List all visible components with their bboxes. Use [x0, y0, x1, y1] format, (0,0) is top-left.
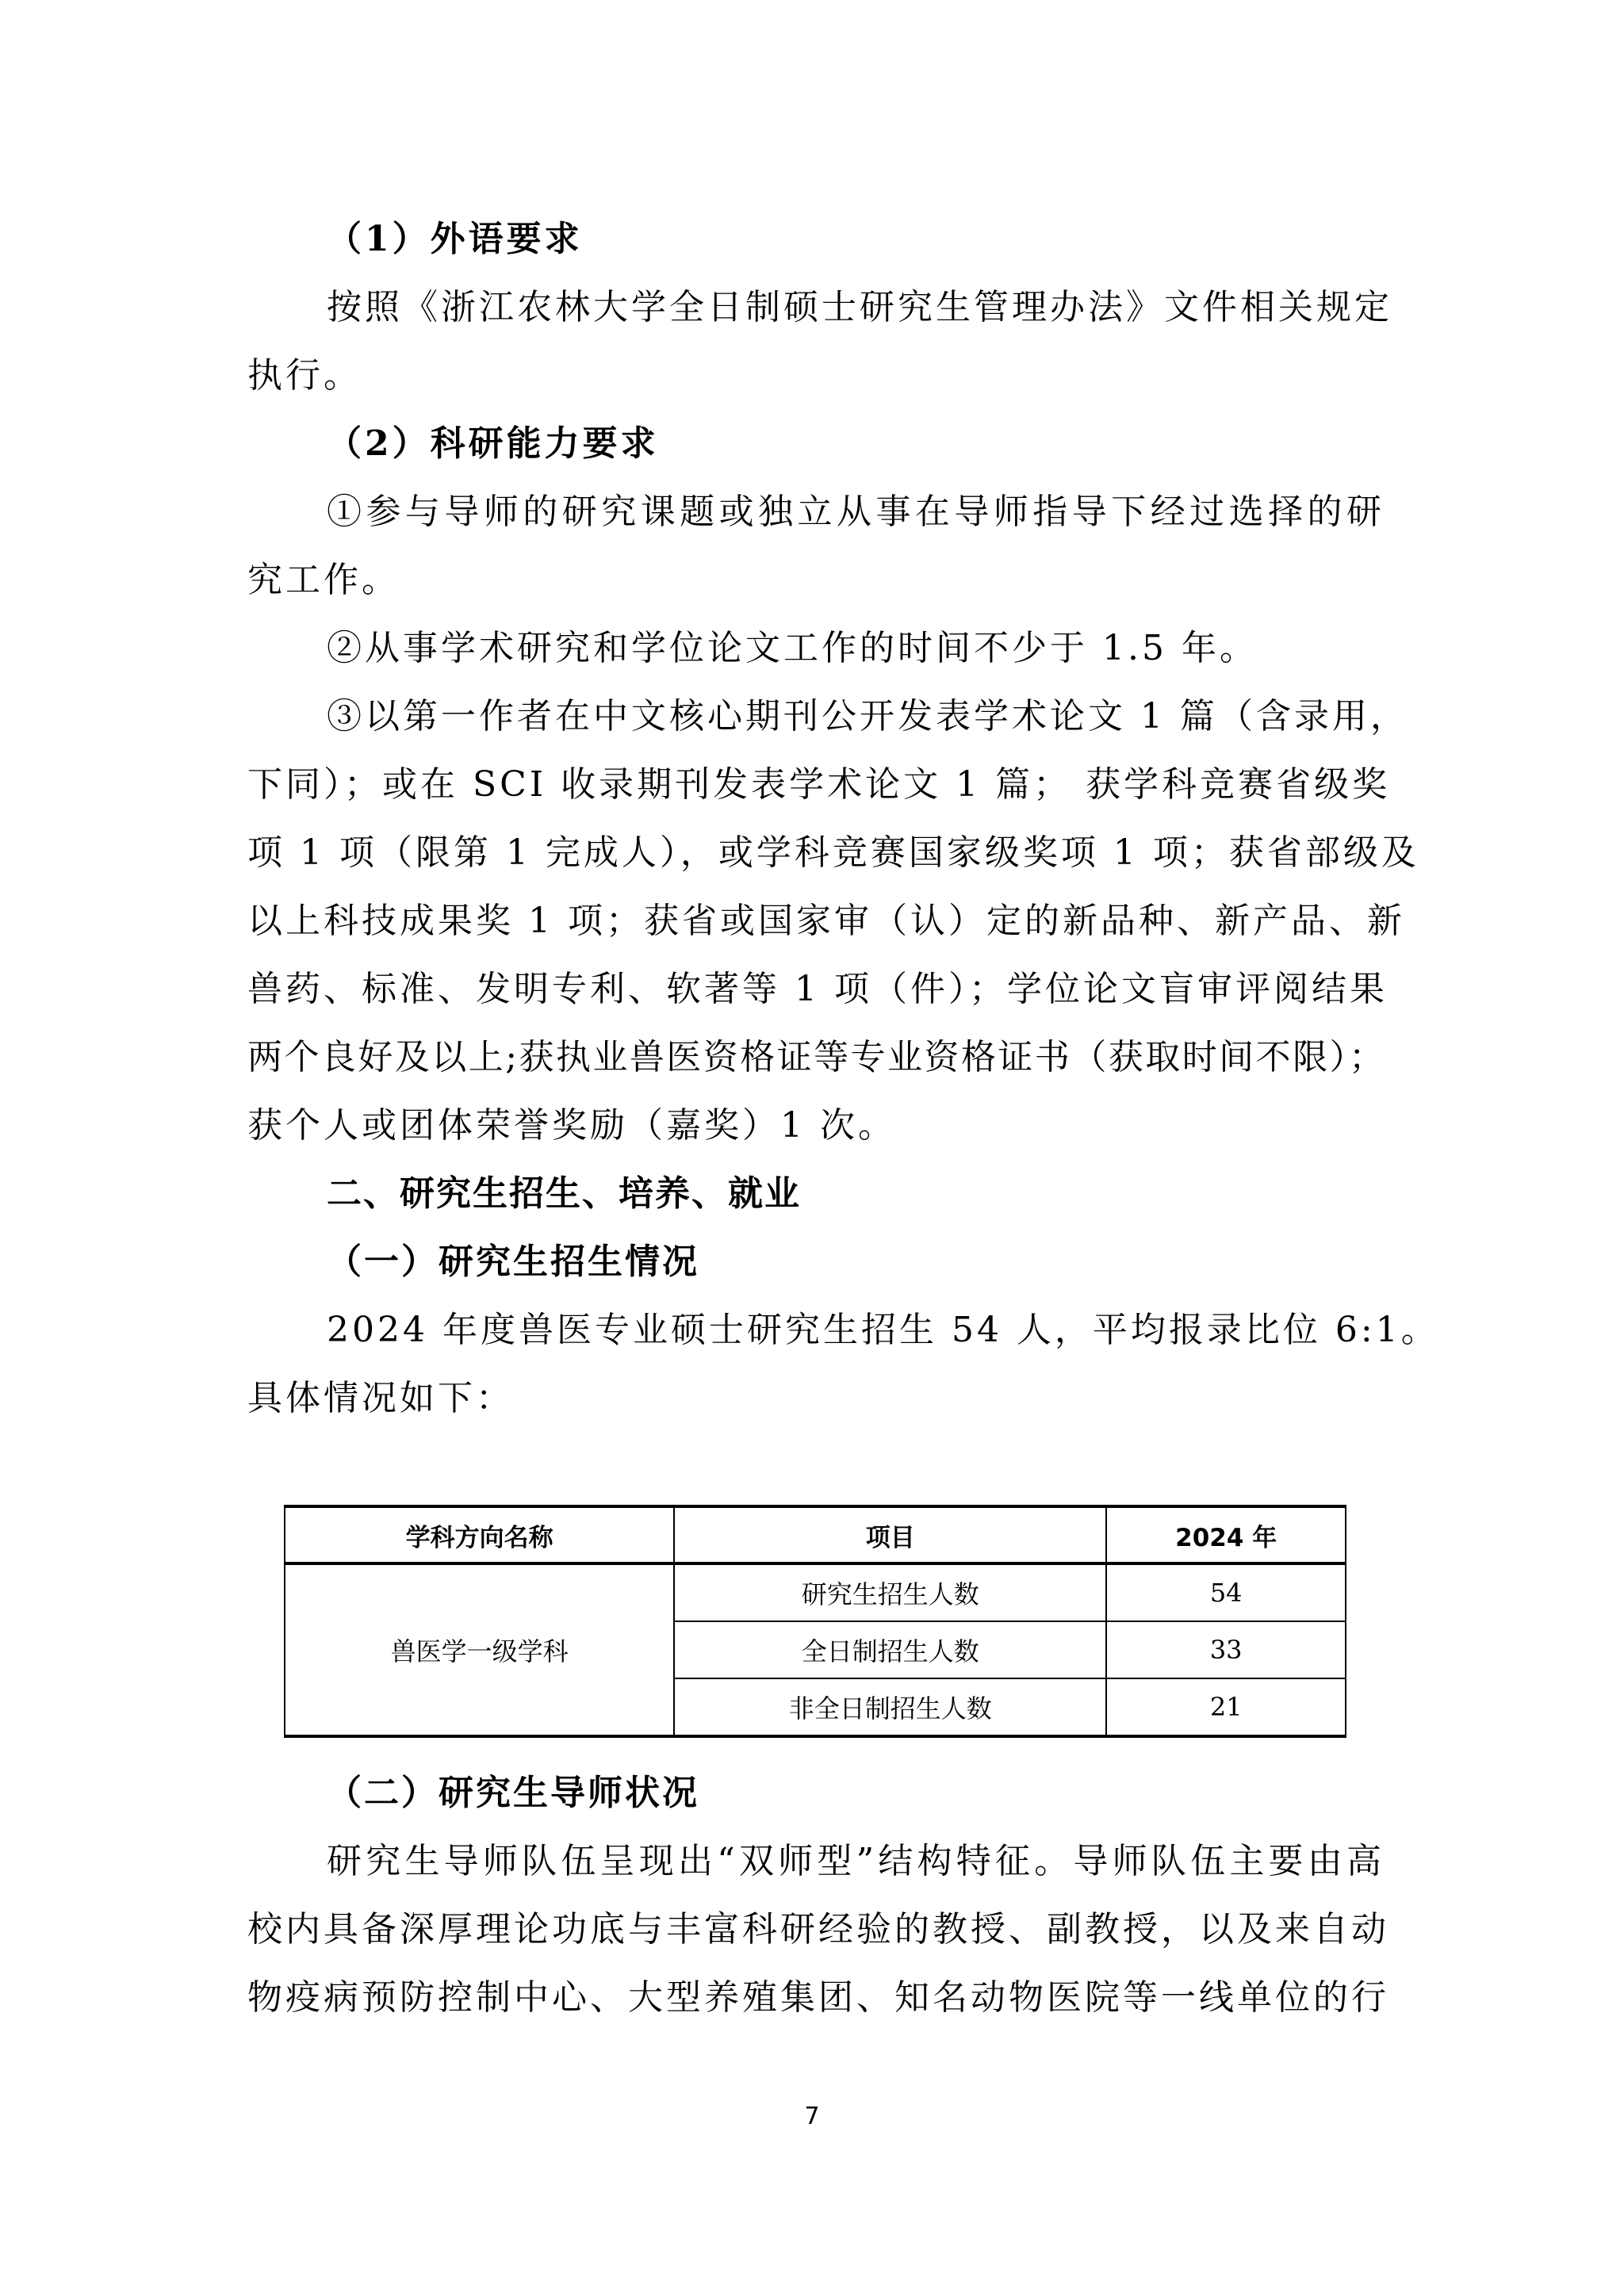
- list-item-3: ③以第一作者在中文核心期刊公开发表学术论文 1 篇（含录用，: [327, 696, 1408, 737]
- section-heading-foreign-language: （1）外语要求: [327, 219, 583, 259]
- table-row: [285, 1563, 1346, 1621]
- table-header-discipline: 学科方向名称: [285, 1506, 674, 1563]
- chapter-heading: 二、研究生招生、培养、就业: [327, 1173, 801, 1214]
- list-item-3-cont: 两个良好及以上;获执业兽医资格证等专业资格证书（获取时间不限）；: [247, 1037, 1385, 1077]
- table-cell-value: 54: [1106, 1563, 1346, 1621]
- section-heading-enrollment: （一）研究生招生情况: [327, 1242, 699, 1282]
- paragraph-line: 具体情况如下：: [247, 1378, 514, 1418]
- table-cell-value: 21: [1106, 1678, 1346, 1736]
- section-heading-research-ability: （2）科研能力要求: [327, 423, 659, 464]
- list-item-3-cont: 以上科技成果奖 1 项；获省或国家审（认）定的新品种、新产品、新: [247, 901, 1405, 941]
- page-number: 7: [804, 2103, 820, 2130]
- table-header-item: 项目: [674, 1506, 1106, 1563]
- table-cell-item: 非全日制招生人数: [674, 1678, 1106, 1736]
- list-item-3-cont: 获个人或团体荣誉奖励（嘉奖）1 次。: [247, 1105, 896, 1146]
- paragraph-line: 执行。: [247, 355, 362, 396]
- list-item-1: ①参与导师的研究课题或独立从事在导师指导下经过选择的研: [327, 492, 1385, 532]
- section-heading-supervisors: （二）研究生导师状况: [327, 1773, 699, 1813]
- table-cell-value: 33: [1106, 1621, 1346, 1678]
- table-cell-item: 研究生招生人数: [674, 1563, 1106, 1621]
- table-cell-item: 全日制招生人数: [674, 1621, 1106, 1678]
- list-item-2: ②从事学术研究和学位论文工作的时间不少于 1.5 年。: [327, 628, 1258, 668]
- paragraph-line: 校内具备深厚理论功底与丰富科研经验的教授、副教授，以及来自动: [247, 1909, 1389, 1950]
- list-item-3-cont: 兽药、标准、发明专利、软著等 1 项（件）；学位论文盲审评阅结果: [247, 969, 1388, 1009]
- table-header-year: 2024 年: [1106, 1506, 1346, 1563]
- paragraph-line: 2024 年度兽医专业硕士研究生招生 54 人，平均报录比位 6:1。: [327, 1310, 1439, 1350]
- enrollment-table: [284, 1505, 1346, 1738]
- list-item-1-cont: 究工作。: [247, 560, 400, 600]
- table-cell-discipline: 兽医学一级学科: [285, 1563, 674, 1736]
- paragraph-line: 研究生导师队伍呈现出“双师型”结构特征。导师队伍主要由高: [327, 1841, 1385, 1881]
- list-item-3-cont: 下同）；或在 SCI 收录期刊发表学术论文 1 篇； 获学科竞赛省级奖: [247, 764, 1391, 805]
- paragraph-line: 按照《浙江农林大学全日制硕士研究生管理办法》文件相关规定: [327, 287, 1392, 327]
- table-header-row: [285, 1506, 1346, 1563]
- paragraph-line: 物疫病预防控制中心、大型养殖集团、知名动物医院等一线单位的行: [247, 1977, 1389, 2018]
- list-item-3-cont: 项 1 项（限第 1 完成人），或学科竞赛国家级奖项 1 项；获省部级及: [247, 832, 1419, 873]
